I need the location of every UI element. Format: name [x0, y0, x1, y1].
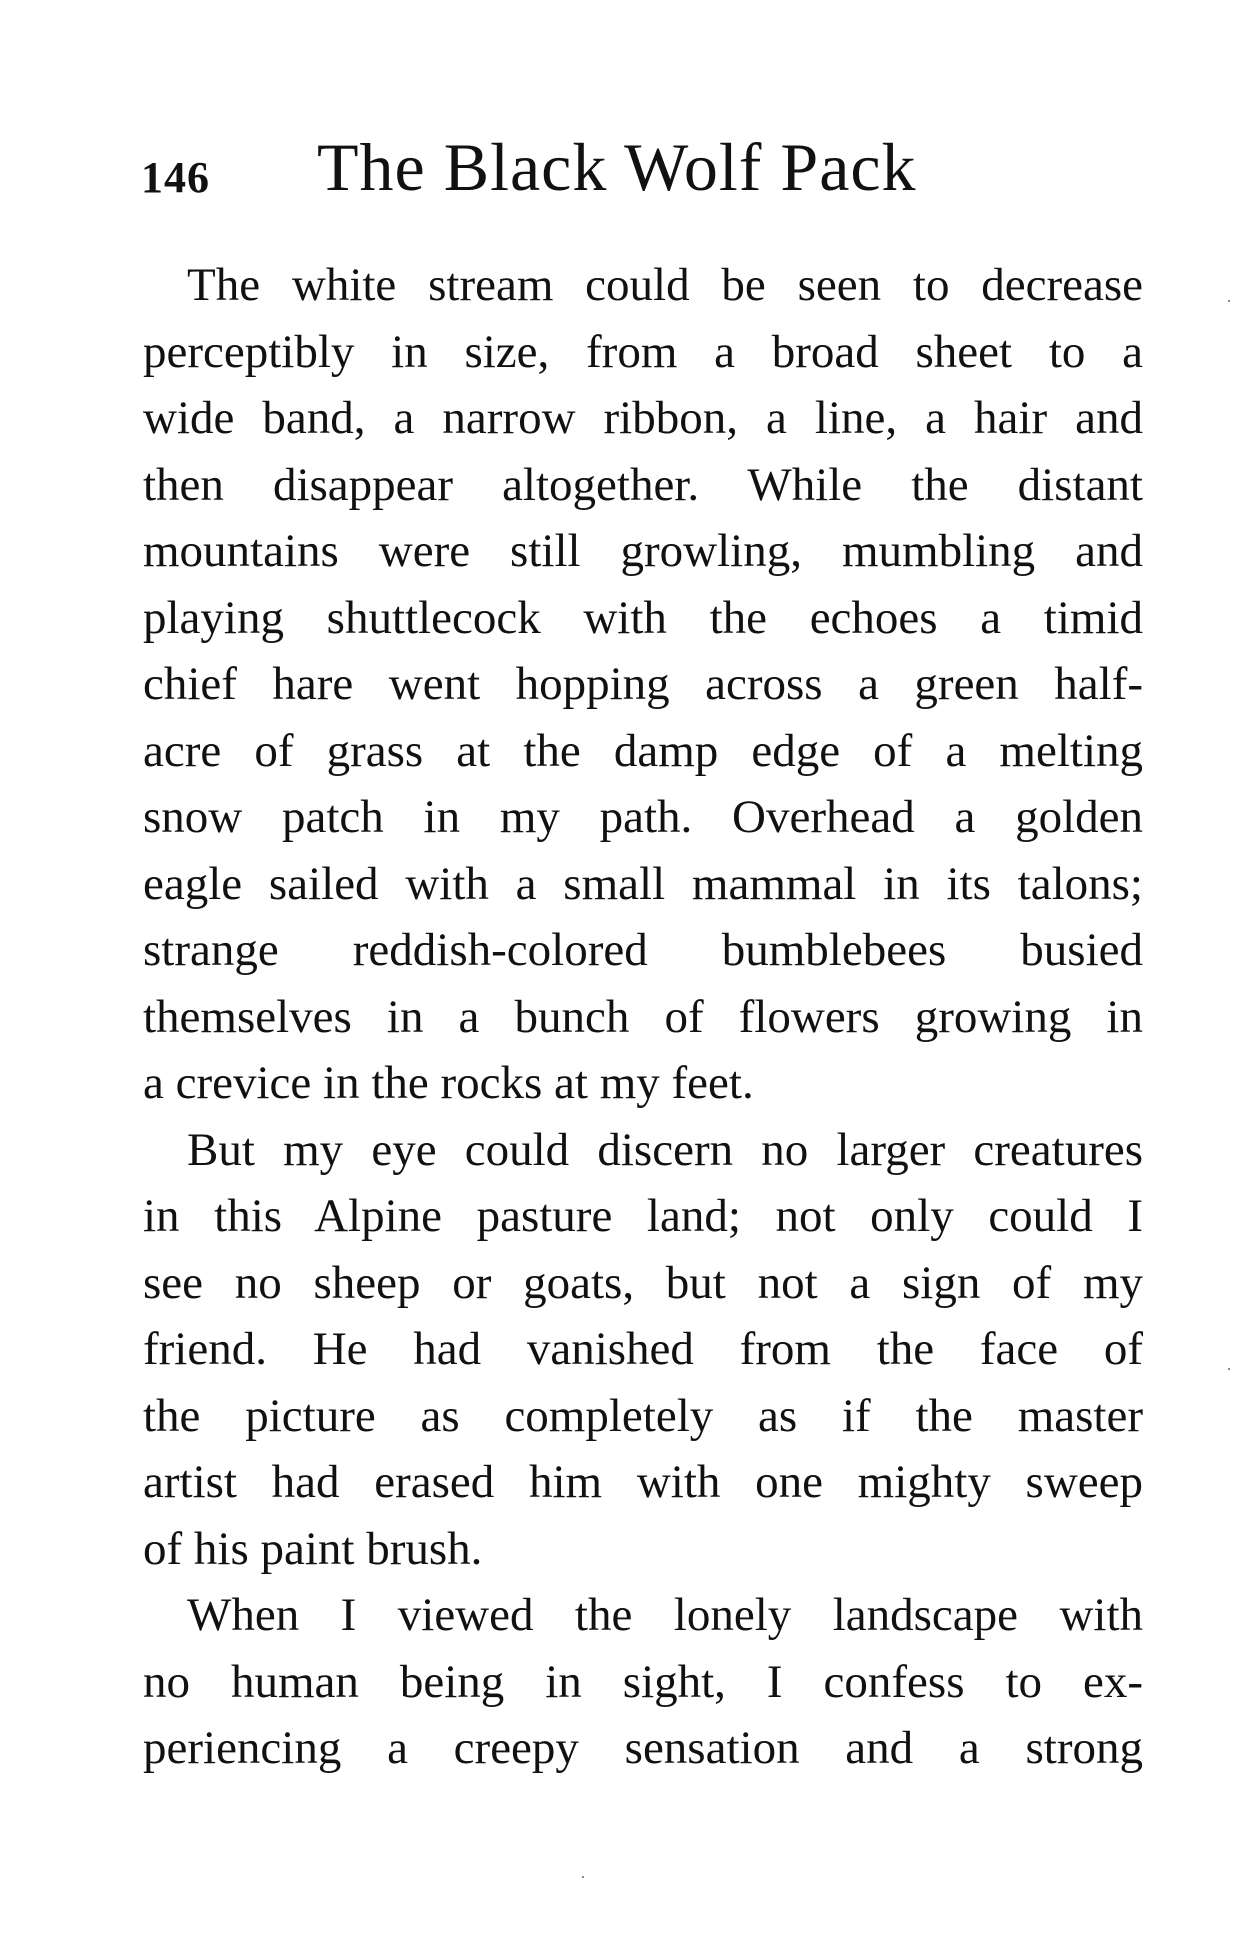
text-line: snow patch in my path. Overhead a golden: [143, 791, 1143, 843]
text-line: no human being in sight, I confess to ex-: [143, 1655, 1143, 1708]
text-line: When I viewed the lonely landscape with: [187, 1589, 1143, 1641]
scan-speck: [582, 1876, 584, 1878]
text-line: wide band, a narrow ribbon, a line, a hair and: [143, 392, 1143, 444]
text-line: strange reddish-colored bumblebees busied: [143, 924, 1143, 976]
text-line: themselves in a bunch of flowers growing in: [143, 990, 1143, 1043]
text-line: The white stream could be seen to decrease: [187, 259, 1143, 311]
text-line: playing shuttlecock with the echoes a timid: [143, 591, 1143, 644]
text-line: perceptibly in size, from a broad sheet to a: [143, 325, 1143, 378]
text-line: chief hare went hopping across a green half-: [143, 658, 1143, 710]
scan-speck: [1228, 300, 1230, 302]
text-line: then disappear altogether. While the distant: [143, 458, 1143, 511]
text-line: friend. He had vanished from the face of: [143, 1323, 1143, 1375]
text-line: mountains were still growling, mumbling and: [143, 525, 1143, 577]
scan-speck: [1228, 1368, 1230, 1370]
running-head: [141, 128, 1141, 208]
text-line: the picture as completely as if the master: [143, 1389, 1143, 1442]
text-line: periencing a creepy sensation and a strong: [143, 1722, 1143, 1774]
page-number: 146: [141, 153, 210, 202]
book-title: The Black Wolf Pack: [317, 129, 917, 205]
text-line: of his paint brush.: [143, 1522, 483, 1575]
text-line: acre of grass at the damp edge of a melting: [143, 724, 1143, 777]
body-text: [143, 252, 1143, 1782]
text-line: But my eye could discern no larger creatures: [187, 1123, 1143, 1176]
text-line: artist had erased him with one mighty sweep: [143, 1456, 1143, 1508]
text-line: in this Alpine pasture land; not only could I: [143, 1190, 1143, 1242]
text-line: a crevice in the rocks at my feet.: [143, 1057, 754, 1109]
text-line: see no sheep or goats, but not a sign of my: [143, 1256, 1143, 1309]
text-line: eagle sailed with a small mammal in its talons;: [143, 857, 1143, 910]
